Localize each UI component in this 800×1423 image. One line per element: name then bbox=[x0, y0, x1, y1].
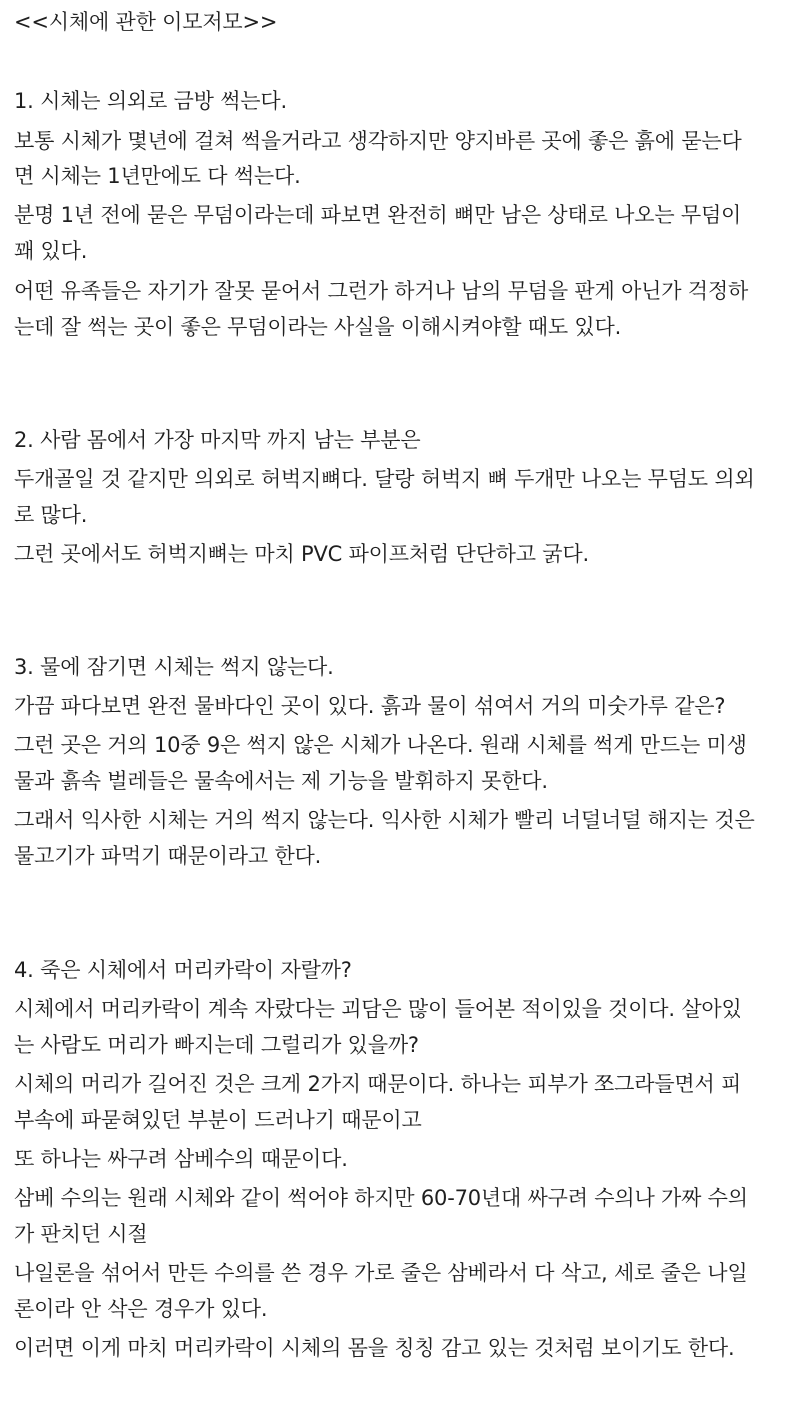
section-3-heading: 3. 물에 잠기면 시체는 썩지 않는다. bbox=[14, 655, 334, 679]
section-1-text-line: 분명 1년 전에 묻은 무덤이라는데 파보면 완전히 뼈만 남은 상태로 나오는 무덤이 bbox=[14, 203, 742, 227]
section-4-text-line: 이러면 이게 마치 머리카락이 시체의 몸을 칭칭 감고 있는 것처럼 보이기도 한다. bbox=[14, 1336, 735, 1360]
section-2-text-line: 그런 곳에서도 허벅지뼈는 마치 PVC 파이프처럼 단단하고 굵다. bbox=[14, 542, 589, 566]
section-3-text-line: 그런 곳은 거의 10중 9은 썩지 않은 시체가 나온다. 원래 시체를 썩게 만드는 미생 bbox=[14, 733, 747, 757]
section-4-text-line: 론이라 안 삭은 경우가 있다. bbox=[14, 1297, 268, 1321]
section-2-heading: 2. 사람 몸에서 가장 마지막 까지 남는 부분은 bbox=[14, 428, 421, 452]
section-4-text-line: 또 하나는 싸구려 삼베수의 때문이다. bbox=[14, 1147, 348, 1171]
section-4-text-line: 시체의 머리가 길어진 것은 크게 2가지 때문이다. 하나는 피부가 쪼그라들면서 피 bbox=[14, 1072, 742, 1096]
section-1-text-line: 꽤 있다. bbox=[14, 239, 88, 263]
section-2-text-line: 두개골일 것 같지만 의외로 허벅지뼈다. 달랑 허벅지 뼈 두개만 나오는 무덤도 의외 bbox=[14, 467, 755, 491]
section-3-text-line: 가끔 파다보면 완전 물바다인 곳이 있다. 흙과 물이 섞여서 거의 미숫가루 같은? bbox=[14, 694, 726, 718]
section-3-text-line: 물과 흙속 벌레들은 물속에서는 제 기능을 발휘하지 못한다. bbox=[14, 769, 548, 793]
section-4-text-line: 는 사람도 머리가 빠지는데 그럴리가 있을까? bbox=[14, 1033, 419, 1057]
section-3-text-line: 그래서 익사한 시체는 거의 썩지 않는다. 익사한 시체가 빨리 너덜너덜 해지는 것은 bbox=[14, 808, 755, 832]
section-1-heading: 1. 시체는 의외로 금방 썩는다. bbox=[14, 89, 287, 113]
section-1-text-line: 보통 시체가 몇년에 걸쳐 썩을거라고 생각하지만 양지바른 곳에 좋은 흙에 묻는다 bbox=[14, 129, 742, 153]
section-4-text-line: 가 판치던 시절 bbox=[14, 1222, 148, 1246]
document-title: <<시체에 관한 이모저모>> bbox=[14, 10, 278, 34]
section-4-text-line: 시체에서 머리카락이 계속 자랐다는 괴담은 많이 들어본 적이있을 것이다. 살아있 bbox=[14, 997, 742, 1021]
section-4-text-line: 부속에 파묻혀있던 부분이 드러나기 때문이고 bbox=[14, 1108, 422, 1132]
section-4-text-line: 나일론을 섞어서 만든 수의를 쓴 경우 가로 줄은 삼베라서 다 삭고, 세로 줄은 나일 bbox=[14, 1261, 748, 1285]
section-1-text-line: 어떤 유족들은 자기가 잘못 묻어서 그런가 하거나 남의 무덤을 판게 아닌가 걱정하 bbox=[14, 279, 749, 303]
section-4-text-line: 삼베 수의는 원래 시체와 같이 썩어야 하지만 60-70년대 싸구려 수의나 가짜 수의 bbox=[14, 1186, 748, 1210]
section-1-text-line: 면 시체는 1년만에도 다 썩는다. bbox=[14, 164, 301, 188]
section-4-heading: 4. 죽은 시체에서 머리카락이 자랄까? bbox=[14, 958, 352, 982]
section-2-text-line: 로 많다. bbox=[14, 503, 88, 527]
section-3-text-line: 물고기가 파먹기 때문이라고 한다. bbox=[14, 844, 322, 868]
section-1-text-line: 는데 잘 썩는 곳이 좋은 무덤이라는 사실을 이해시켜야할 때도 있다. bbox=[14, 315, 622, 339]
